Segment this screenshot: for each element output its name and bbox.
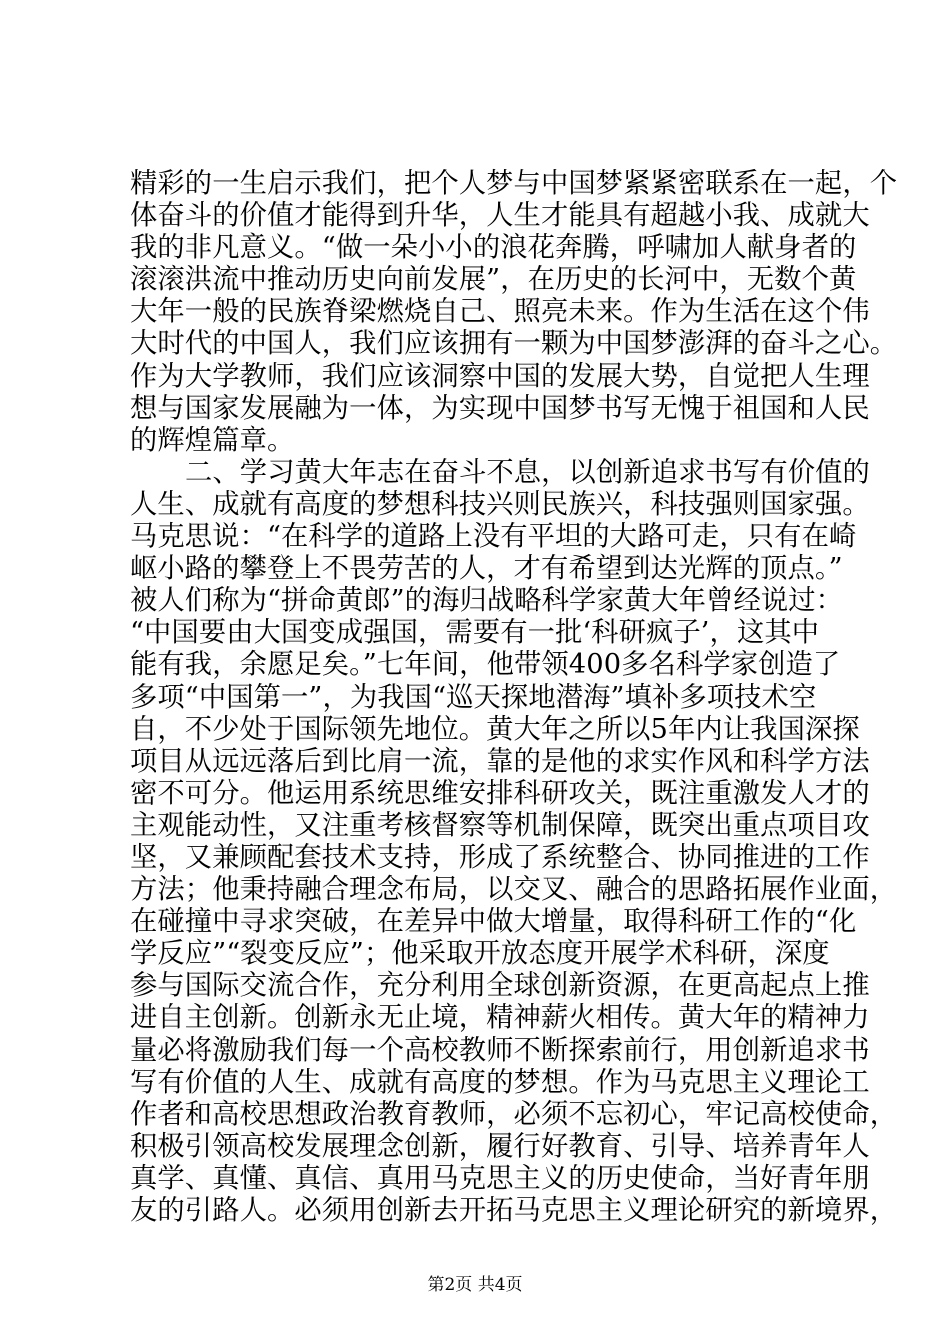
text-line: 作为大学教师，我们应该洞察中国的发展大势，自觉把人生理 (130, 360, 870, 392)
body-text (130, 168, 898, 1227)
text-line: 滚滚洪流中推动历史向前发展”，在历史的长河中，无数个黄 (130, 264, 857, 296)
text-line: 坚，又兼顾配套技术支持，形成了系统整合、协同推进的工作 (130, 841, 870, 873)
text-line: 岖小路的攀登上不畏劳苦的人，才有希望到达光辉的顶点。” (130, 553, 843, 585)
section-heading-line: 二、学习黄大年志在奋斗不息，以创新追求书写有价值的 (185, 456, 870, 488)
text-line: 学反应”“裂变反应”；他采取开放态度开展学术科研，深度 (130, 938, 830, 970)
text-line: 马克思说：“在科学的道路上没有平坦的大路可走，只有在崎 (130, 521, 857, 553)
text-line: 被人们称为“拼命黄郎”的海归战略科学家黄大年曾经说过： (130, 585, 844, 617)
text-line: 体奋斗的价值才能得到升华，人生才能具有超越小我、成就大 (130, 200, 870, 232)
text-line: 精彩的一生启示我们，把个人梦与中国梦紧紧密联系在一起，个 (130, 168, 898, 199)
text-line: 自，不少处于国际领先地位。黄大年之所以5年内让我国深探 (130, 713, 860, 745)
text-line: 写有价值的人生、成就有高度的梦想。作为马克思主义理论工 (130, 1066, 870, 1098)
text-line: 多项“中国第一”，为我国“巡天探地潜海”填补多项技术空 (130, 681, 817, 713)
text-line: 作者和高校思想政治教育教师，必须不忘初心，牢记高校使命， (130, 1098, 898, 1130)
text-line: 能有我，余愿足矣。”七年间，他带领400多名科学家创造了 (130, 649, 841, 681)
text-line: 人生、成就有高度的梦想科技兴则民族兴，科技强则国家强。 (130, 488, 870, 520)
text-line: 友的引路人。必须用创新去开拓马克思主义理论研究的新境界， (130, 1195, 898, 1226)
text-line: 参与国际交流合作，充分利用全球创新资源，在更高起点上推 (130, 970, 870, 1002)
text-line: 密不可分。他运用系统思维安排科研攻关，既注重激发人才的 (130, 777, 870, 809)
text-line: 的辉煌篇章。 (130, 424, 295, 456)
text-line: 想与国家发展融为一体，为实现中国梦书写无愧于祖国和人民 (130, 392, 870, 424)
text-line: 项目从远远落后到比肩一流，靠的是他的求实作风和科学方法 (130, 745, 870, 777)
text-line: 我的非凡意义。“做一朵小小的浪花奔腾，呼啸加人献身者的 (130, 232, 857, 264)
page-number-footer: 第2页 共4页 (427, 1275, 523, 1295)
text-line: 大年一般的民族脊梁燃烧自己、照亮未来。作为生活在这个伟 (130, 296, 870, 328)
text-line: 量必将激励我们每一个高校教师不断探索前行，用创新追求书 (130, 1034, 870, 1066)
text-line: “中国要由大国变成强国，需要有一批‘科研疯子’，这其中 (130, 617, 820, 649)
text-line: 积极引领高校发展理念创新，履行好教育、引导、培养青年人 (130, 1130, 870, 1162)
text-line: 方法；他秉持融合理念布局，以交叉、融合的思路拓展作业面， (130, 874, 898, 906)
text-line: 在碰撞中寻求突破，在差异中做大增量，取得科研工作的“化 (130, 906, 857, 938)
text-line: 真学、真懂、真信、真用马克思主义的历史使命，当好青年朋 (130, 1162, 870, 1194)
text-line: 进自主创新。创新永无止境，精神薪火相传。黄大年的精神力 (130, 1002, 870, 1034)
text-line: 主观能动性，又注重考核督察等机制保障，既突出重点项目攻 (130, 809, 870, 841)
text-line: 大时代的中国人，我们应该拥有一颗为中国梦澎湃的奋斗之心。 (130, 328, 898, 360)
